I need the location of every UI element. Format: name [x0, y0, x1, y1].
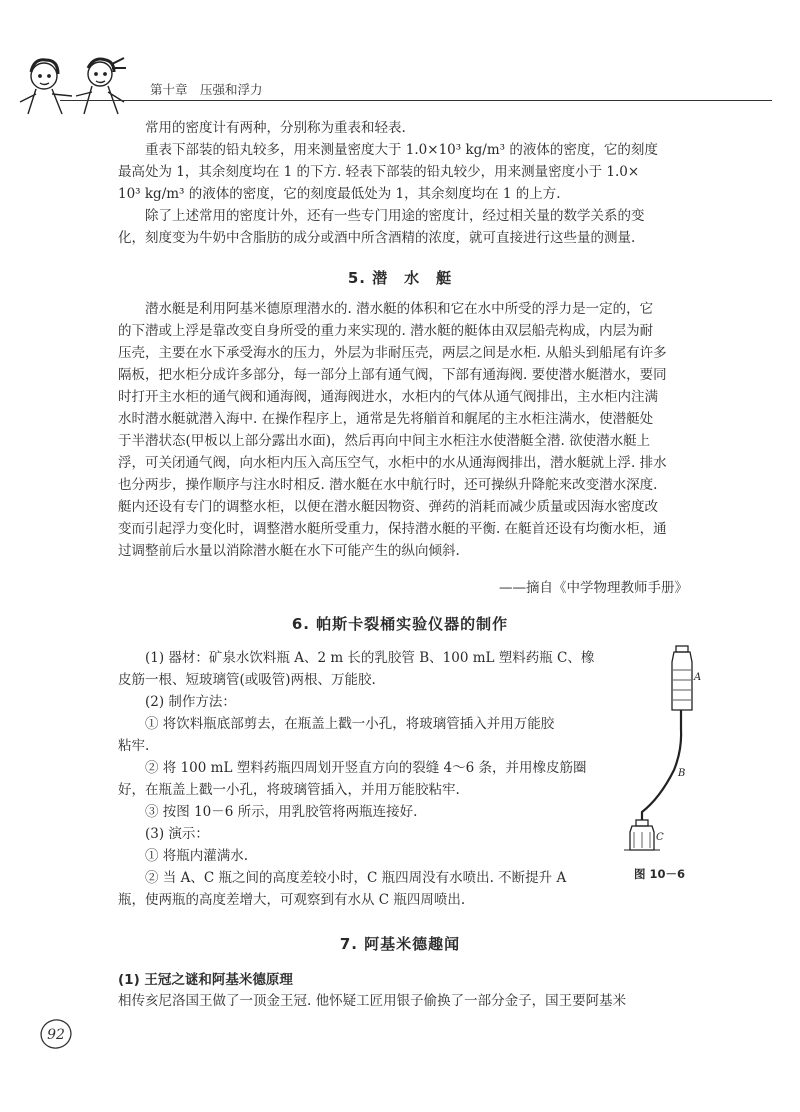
- body-line: 隔板，把水柜分成许多部分，每一部分上部有通气阀，下部有通海阀. 要使潜水艇潜水，要同: [118, 367, 667, 383]
- label-a: A: [694, 672, 702, 683]
- label-b: B: [678, 768, 686, 779]
- bottle-c-cap: [636, 820, 648, 826]
- section-7-body: [118, 990, 700, 1012]
- figure-caption: 图 10－6: [634, 867, 686, 881]
- body-line: 粘牢.: [118, 738, 150, 754]
- body-line: ① 将瓶内灌满水.: [145, 848, 249, 864]
- intro-line: 重表下部装的铅丸较多，用来测量密度大于 1.0×10³ kg/m³ 的液体的密度，它的刻度: [145, 142, 658, 158]
- header-illustration: [14, 52, 138, 118]
- body-line: (3) 演示：: [145, 826, 209, 842]
- body-line: 相传亥尼洛国王做了一顶金王冠. 他怀疑工匠用银子偷换了一部分金子，国王要阿基米: [118, 993, 627, 1009]
- intro-line: 常用的密度计有两种，分别称为重表和轻表.: [145, 120, 406, 136]
- body-line: ② 当 A、C 瓶之间的高度差较小时，C 瓶四周没有水喷出. 不断提升 A: [145, 870, 567, 886]
- body-line: ② 将 100 mL 塑料药瓶四周划开竖直方向的裂缝 4～6 条，并用橡皮筋圈: [145, 760, 587, 776]
- body-line: 瓶，使两瓶的高度差增大，可观察到有水从 C 瓶四周喷出.: [118, 892, 466, 908]
- section-5-source: ——摘自《中学物理教师手册》: [499, 580, 688, 596]
- body-line: 变而引起浮力变化时，调整潜水艇所受重力，保持潜水艇的平衡. 在艇首还设有均衡水柜，通: [118, 521, 667, 537]
- body-line: 压壳，主要在水下承受海水的压力，外层为非耐压壳，两层之间是水柜. 从船头到船尾有许多: [118, 345, 667, 361]
- tube-b: [642, 710, 681, 820]
- section-6-body: [118, 647, 628, 911]
- page-number: 92: [47, 1027, 65, 1043]
- body-line: 水时潜水艇就潜入海中. 在操作程序上，通常是先将艏首和艉尾的主水柜注满水，使潜艇处: [118, 411, 654, 427]
- body-line: 艇内还设有专门的调整水柜，以便在潜水艇因物资、弹药的消耗而减少质量或因海水密度改: [118, 499, 658, 515]
- intro-line: 化，刻度变为牛奶中含脂肪的成分或酒中所含酒精的浓度，就可直接进行这些量的测量.: [118, 230, 636, 246]
- section-7-title: 7. 阿基米德趣闻: [339, 935, 461, 953]
- body-line: 过调整前后水量以消除潜水艇在水下可能产生的纵向倾斜.: [118, 543, 460, 559]
- body-line: (1) 器材：矿泉水饮料瓶 A、2 m 长的乳胶管 B、100 mL 塑料药瓶 C、橡: [145, 650, 595, 666]
- intro-line: 最高处为 1，其余刻度均在 1 的下方. 轻表下部装的铅丸较少，用来测量密度小于 1.0×: [118, 164, 640, 180]
- body-line: ① 将饮料瓶底部剪去，在瓶盖上戳一小孔，将玻璃管插入并用万能胶: [145, 716, 555, 732]
- page-number-badge: [36, 1014, 76, 1054]
- body-line: 于半潜状态(甲板以上部分露出水面)，然后再向中间主水柜注水使潜艇全潜. 欲使潜水艇上: [118, 433, 651, 449]
- body-line: 时打开主水柜的通气阀和通海阀，通海阀进水，水柜内的气体从通气阀排出，主水柜内注满: [118, 389, 658, 405]
- section-5-body: [118, 298, 700, 562]
- header-rule: [60, 100, 772, 101]
- body-line: (2) 制作方法：: [145, 694, 236, 710]
- body-line: 浮，可关闭通气阀，向水柜内压入高压空气，水柜中的水从通海阀排出，潜水艇就上浮. 排水: [118, 455, 667, 471]
- bottle-a: [672, 652, 692, 710]
- body-line: ③ 按图 10－6 所示，用乳胶管将两瓶连接好.: [145, 804, 418, 820]
- section-7-subtitle: (1) 王冠之谜和阿基米德原理: [118, 972, 293, 988]
- figure-10-6: [612, 640, 712, 860]
- body-line: 潜水艇是利用阿基米德原理潜水的. 潜水艇的体积和它在水中所受的浮力是一定的，它: [145, 301, 654, 317]
- body-line: 的下潜或上浮是靠改变自身所受的重力来实现的. 潜水艇的艇体由双层船壳构成，内层为耐: [118, 323, 654, 339]
- label-c: C: [656, 832, 664, 843]
- body-line: 好，在瓶盖上戳一小孔，将玻璃管插入，并用万能胶粘牢.: [118, 782, 460, 798]
- body-line: 也分两步，操作顺序与注水时相反. 潜水艇在水中航行时，还可操纵升降舵来改变潜水深度.: [118, 477, 658, 493]
- body-line: 皮筋一根、短玻璃管(或吸管)两根、万能胶.: [118, 672, 376, 688]
- section-5-title: 5. 潜 水 艇: [347, 269, 453, 287]
- chapter-header: 第十章 压强和浮力: [150, 82, 263, 97]
- bottle-a-cap: [676, 646, 688, 652]
- section-6-title: 6. 帕斯卡裂桶实验仪器的制作: [291, 615, 509, 633]
- intro-line: 10³ kg/m³ 的液体的密度，它的刻度最低处为 1，其余刻度均在 1 的上方.: [118, 186, 561, 202]
- intro-line: 除了上述常用的密度计外，还有一些专门用途的密度计，经过相关量的数学关系的变: [145, 208, 645, 224]
- intro-paragraphs: [118, 117, 700, 249]
